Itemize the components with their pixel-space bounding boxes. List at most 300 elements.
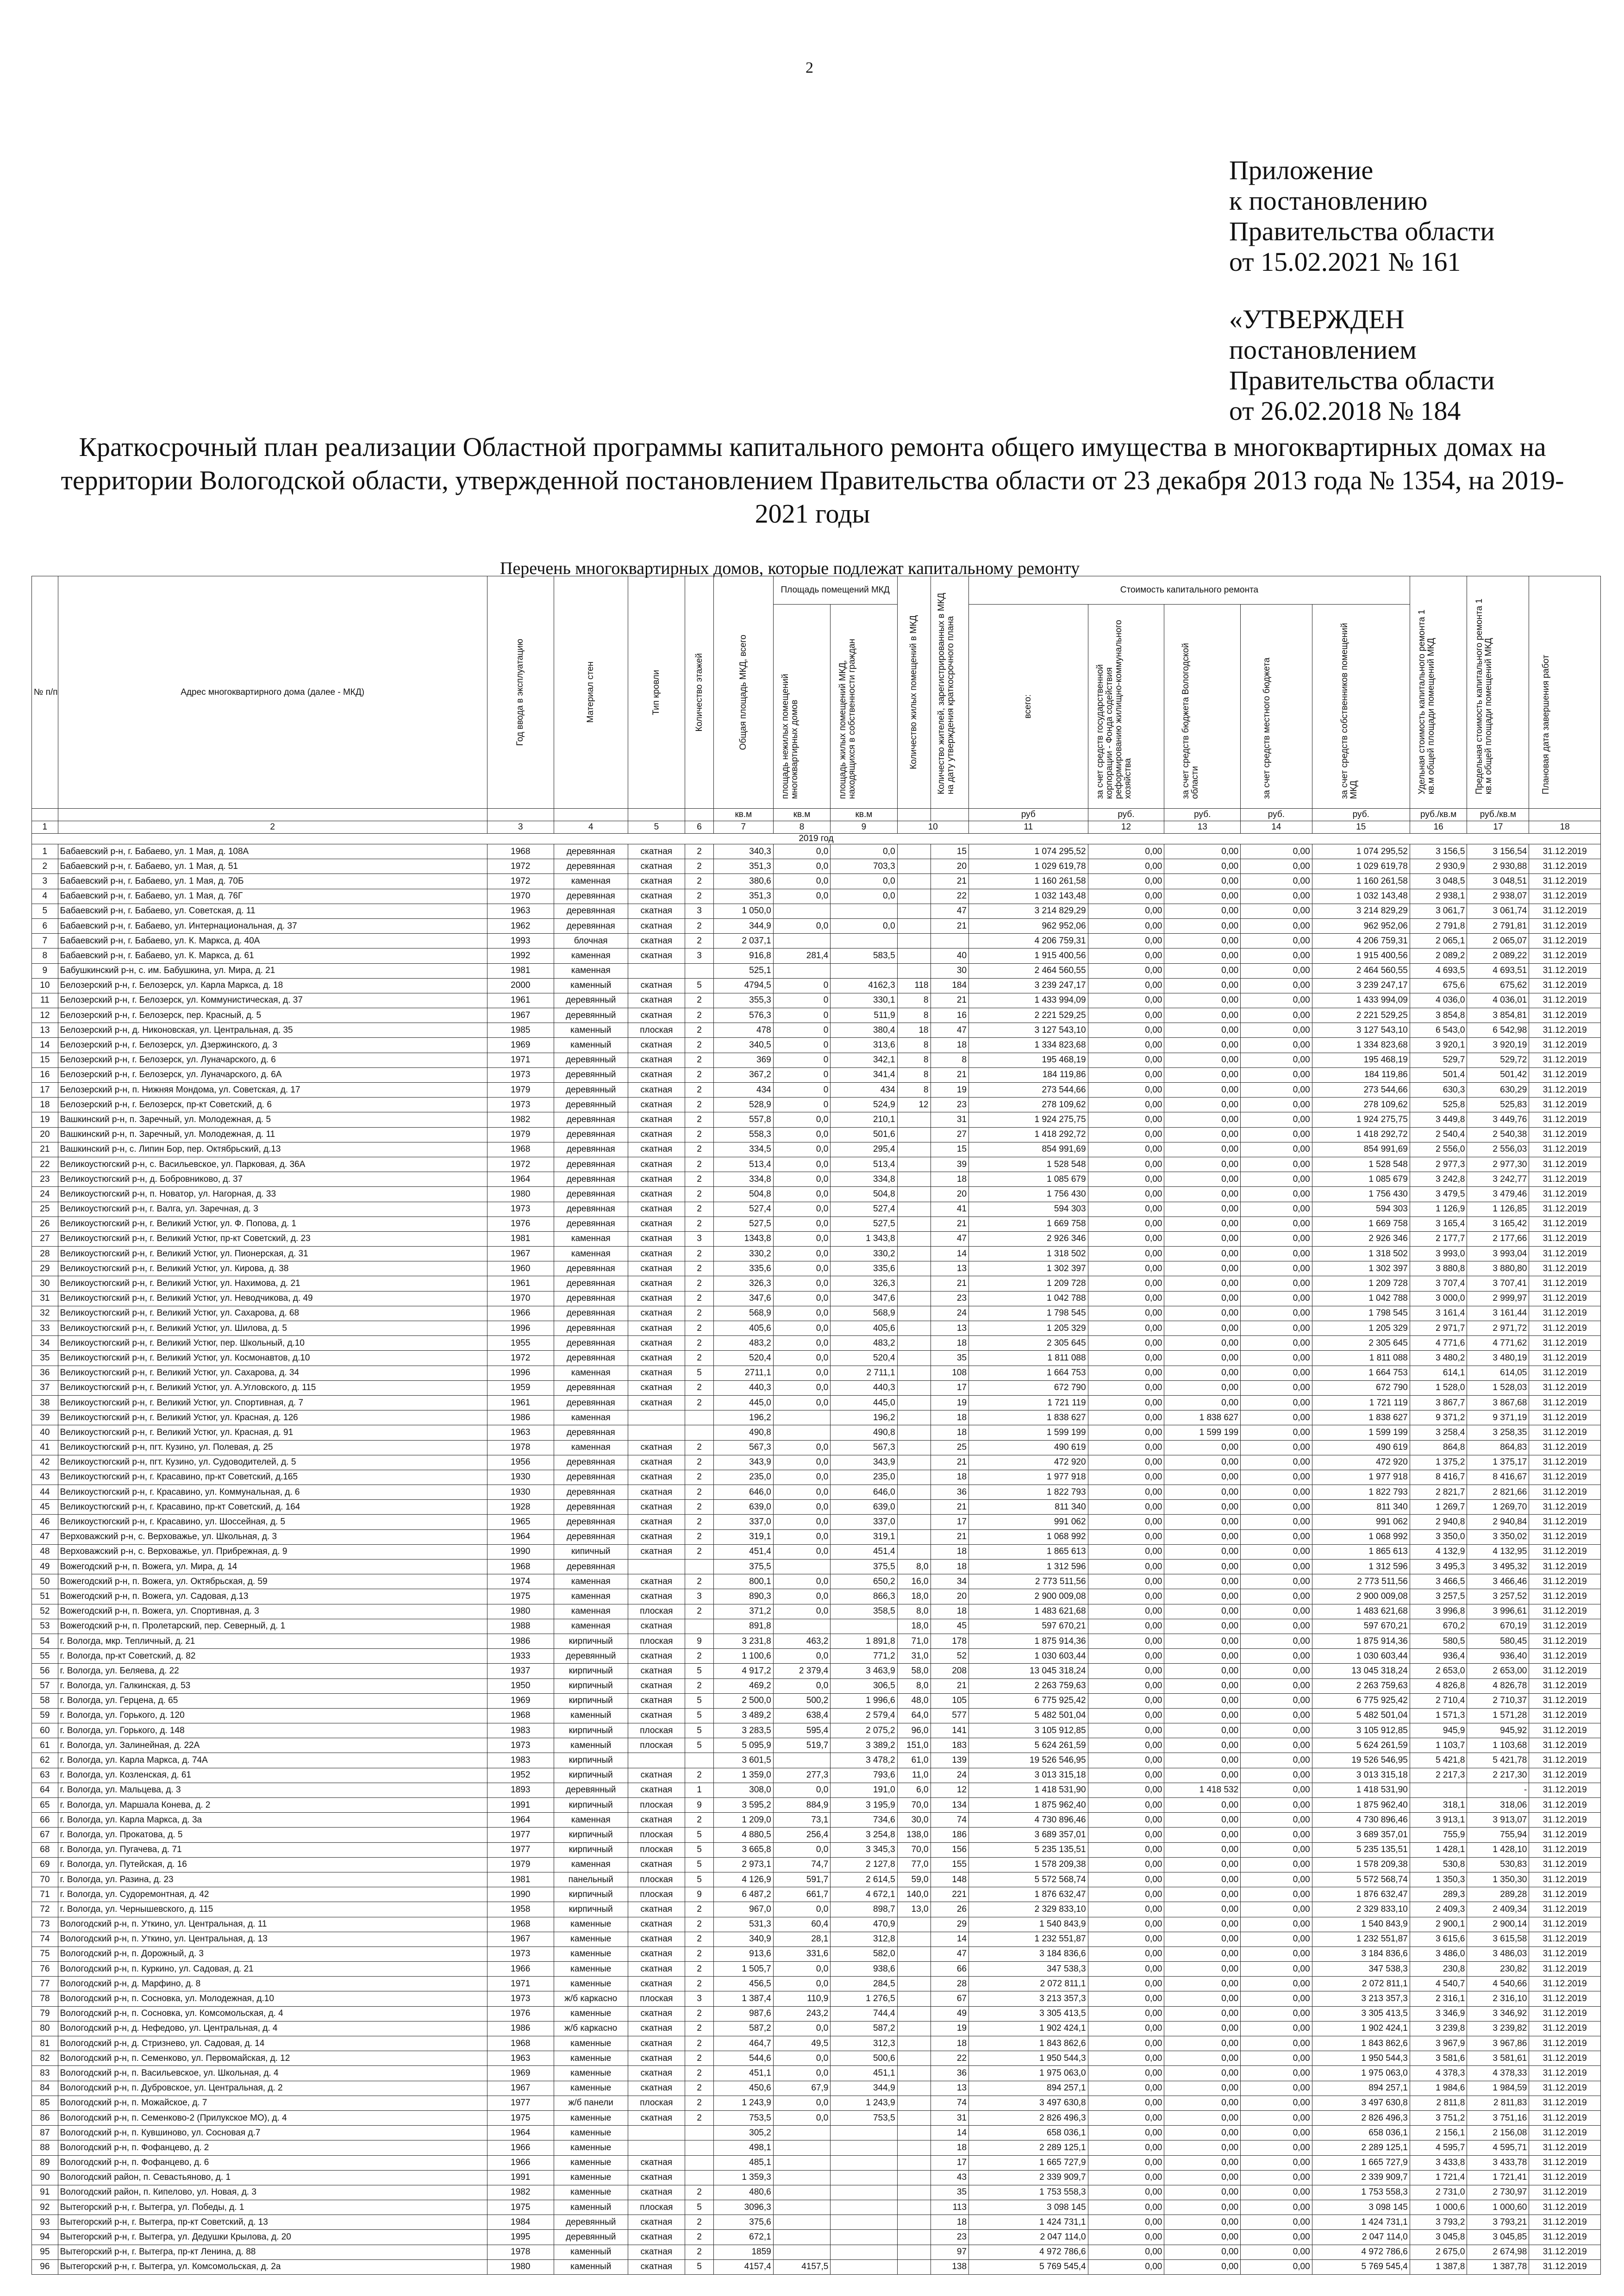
unit-cell: руб./кв.м [1467, 809, 1529, 821]
table-cell: 61,0 [897, 1753, 931, 1768]
table-cell: 53 [32, 1619, 58, 1634]
table-cell: 5 235 135,51 [969, 1842, 1088, 1857]
table-cell: 31.12.2019 [1529, 2081, 1601, 2096]
table-row [32, 1112, 1601, 1127]
table-cell: 140,0 [897, 1887, 931, 1902]
table-cell: 4 693,51 [1467, 963, 1529, 978]
table-cell: 1 000,60 [1467, 2200, 1529, 2215]
table-cell: 1967 [487, 2081, 554, 2096]
table-cell: 18 [931, 1544, 968, 1559]
table-cell: 0,00 [1241, 904, 1312, 918]
table-cell: 1 050,0 [713, 904, 773, 918]
table-cell: деревянная [554, 1306, 628, 1321]
table-cell [773, 2215, 831, 2230]
table-cell: 0,00 [1164, 1634, 1241, 1648]
table-cell: 39 [931, 1157, 968, 1172]
table-cell: 2 [685, 1336, 714, 1351]
table-row [32, 1828, 1601, 1842]
table-cell: 0,00 [1241, 1529, 1312, 1544]
table-cell: 2 305 645 [1312, 1336, 1410, 1351]
table-cell: 18 [931, 2036, 968, 2051]
table-cell: 18 [931, 1410, 968, 1425]
table-cell: 2 940,8 [1410, 1515, 1467, 1529]
table-cell: Вологодский р-н, п. Куркино, ул. Садовая, д. 21 [58, 1962, 487, 1977]
table-cell: 43 [32, 1470, 58, 1485]
table-cell: 9 371,2 [1410, 1410, 1467, 1425]
table-cell: 639,0 [831, 1500, 897, 1515]
table-cell [897, 918, 931, 933]
table-cell: 913,6 [713, 1947, 773, 1961]
table-cell: ж/б панели [554, 2096, 628, 2110]
table-cell: 5 [685, 1828, 714, 1842]
table-cell: 0,00 [1241, 1008, 1312, 1023]
table-cell: 591,7 [773, 1872, 831, 1887]
table-cell: 306,5 [831, 1678, 897, 1693]
table-cell: 79 [32, 2006, 58, 2021]
table-cell: деревянная [554, 1157, 628, 1172]
table-cell: 2 329 833,10 [969, 1902, 1088, 1917]
table-cell [897, 1500, 931, 1515]
table-cell: 3 242,8 [1410, 1172, 1467, 1187]
table-cell: 2 329 833,10 [1312, 1902, 1410, 1917]
table-cell: 3 195,9 [831, 1798, 897, 1813]
table-cell: 2 773 511,56 [969, 1574, 1088, 1589]
table-cell [773, 1753, 831, 1768]
table-cell: 0,00 [1164, 963, 1241, 978]
table-cell: 31.12.2019 [1529, 1828, 1601, 1842]
table-cell: 0,0 [773, 1380, 831, 1395]
table-cell: 630,3 [1410, 1083, 1467, 1098]
table-cell: 0,00 [1088, 1008, 1164, 1023]
table-cell: 2 263 759,63 [1312, 1678, 1410, 1693]
table-cell: 1971 [487, 1977, 554, 1991]
table-cell: 31.12.2019 [1529, 1351, 1601, 1366]
table-cell: 337,0 [713, 1515, 773, 1529]
table-cell: деревянная [554, 904, 628, 918]
table-cell: 0,00 [1164, 1753, 1241, 1768]
table-cell: 1343,8 [713, 1231, 773, 1246]
table-cell: 3 000,0 [1410, 1291, 1467, 1306]
table-cell: 3 283,5 [713, 1723, 773, 1738]
table-cell: г. Вологда, ул. Маршала Конева, д. 2 [58, 1798, 487, 1813]
table-cell: 18 [931, 2140, 968, 2155]
table-cell: г. Вологда, ул. Мальцева, д. 3 [58, 1783, 487, 1797]
table-cell: плоская [628, 1634, 685, 1648]
table-cell: 3 478,2 [831, 1753, 897, 1768]
table-cell: 472 920 [969, 1455, 1088, 1470]
table-cell: 25 [32, 1202, 58, 1217]
table-cell: 31.12.2019 [1529, 1380, 1601, 1395]
table-cell: 2 971,72 [1467, 1321, 1529, 1336]
table-cell: блочная [554, 934, 628, 948]
table-cell: 31.12.2019 [1529, 1336, 1601, 1351]
table-cell: Вашкинский р-н, с. Липин Бор, пер. Октябрьский, д.13 [58, 1142, 487, 1157]
table-cell: 639,0 [713, 1500, 773, 1515]
approval-line: Правительства области [1229, 216, 1495, 246]
table-cell: Великоустюгский р-н, п. Новатор, ул. Нагорная, д. 33 [58, 1187, 487, 1202]
table-cell: 33 [32, 1321, 58, 1336]
table-cell [897, 844, 931, 859]
table-cell: 0,00 [1088, 1634, 1164, 1648]
table-cell: 31.12.2019 [1529, 1723, 1601, 1738]
table-cell: 1 599 199 [1164, 1425, 1241, 1440]
table-cell: 45 [32, 1500, 58, 1515]
table-cell: 5 [685, 1738, 714, 1753]
table-cell: 1 540 843,9 [1312, 1917, 1410, 1932]
table-cell: 3 665,8 [713, 1842, 773, 1857]
table-cell [897, 1202, 931, 1217]
table-cell: 0,0 [773, 1127, 831, 1142]
table-cell: Вожегодский р-н, п. Пролетарский, пер. Северный, д. 1 [58, 1619, 487, 1634]
table-cell [831, 2140, 897, 2155]
table-cell: деревянная [554, 1395, 628, 1410]
table-cell: 3 346,92 [1467, 2006, 1529, 2021]
table-cell: 0,00 [1088, 1351, 1164, 1366]
document-title: Краткосрочный план реализации Областной программы капитального ремонта общего имущества в многоквартирных домах на территории Вологодской области, утвержденной постановлением Правительства области от 23 декабря 2013 года № 1354, на 2019-2021 годы [61, 432, 1564, 529]
table-cell: 0,0 [773, 1678, 831, 1693]
table-cell: 0,00 [1164, 844, 1241, 859]
table-cell: 0,00 [1164, 1857, 1241, 1872]
table-cell: 544,6 [713, 2051, 773, 2066]
table-cell: скатная [628, 1678, 685, 1693]
table-cell: 0,00 [1088, 2170, 1164, 2185]
table-cell: 0,00 [1088, 963, 1164, 978]
table-cell [897, 1127, 931, 1142]
table-cell: 1974 [487, 1574, 554, 1589]
table-cell: г. Вологда, ул. Чернышевского, д. 115 [58, 1902, 487, 1917]
table-row [32, 1544, 1601, 1559]
table-cell: 0,0 [773, 2096, 831, 2110]
table-cell: 1 669 758 [969, 1217, 1088, 1231]
table-cell: кирпичный [554, 1828, 628, 1842]
table-row [32, 1678, 1601, 1693]
table-cell: 3 105 912,85 [1312, 1723, 1410, 1738]
table-cell: 21 [931, 1678, 968, 1693]
table-cell [897, 2245, 931, 2259]
col-number: 16 [1410, 821, 1467, 834]
table-cell [897, 1425, 931, 1440]
table-cell: 1967 [487, 1008, 554, 1023]
table-cell: 56 [32, 1664, 58, 1678]
table-row [32, 1991, 1601, 2006]
unit-cell: руб. [1241, 809, 1312, 821]
table-cell: 134 [931, 1798, 968, 1813]
table-cell: 672,1 [713, 2230, 773, 2245]
table-cell: 1 578 209,38 [1312, 1857, 1410, 1872]
table-cell: 40 [32, 1425, 58, 1440]
table-cell: 2 [685, 1917, 714, 1932]
table-cell: 445,0 [831, 1395, 897, 1410]
table-cell: 3 061,74 [1467, 904, 1529, 918]
table-row [32, 1842, 1601, 1857]
table-cell: 57 [32, 1678, 58, 1693]
table-cell: 334,8 [831, 1172, 897, 1187]
table-cell: 0,00 [1241, 1321, 1312, 1336]
table-cell [897, 2140, 931, 2155]
header-cost-owners: за счет средств собственников помещений МКД [1312, 605, 1410, 809]
table-cell: 0,00 [1241, 2200, 1312, 2215]
table-cell: 0,00 [1088, 1872, 1164, 1887]
table-cell: 3 045,85 [1467, 2230, 1529, 2245]
table-cell: 2 [685, 1038, 714, 1053]
table-cell: 1 811 088 [969, 1351, 1088, 1366]
table-cell: 31.12.2019 [1529, 1053, 1601, 1067]
table-cell: 1 359,0 [713, 1768, 773, 1783]
table-cell: г. Вологда, ул. Залинейная, д. 22А [58, 1738, 487, 1753]
table-cell [897, 2081, 931, 2096]
table-cell: скатная [628, 1336, 685, 1351]
table-row [32, 1247, 1601, 1261]
table-cell: скатная [628, 1395, 685, 1410]
table-cell: 2000 [487, 978, 554, 993]
table-cell: каменные [554, 2140, 628, 2155]
table-row [32, 1574, 1601, 1589]
table-cell: 47 [931, 904, 968, 918]
table-cell: 369 [713, 1053, 773, 1067]
table-cell: Белозерский р-н, г. Белозерск, пер. Красный, д. 5 [58, 1008, 487, 1023]
table-cell: 13 045 318,24 [969, 1664, 1088, 1678]
table-cell: 3 867,68 [1467, 1395, 1529, 1410]
table-cell [773, 2170, 831, 2185]
table-cell: 1973 [487, 1947, 554, 1961]
table-cell: 2 [685, 1500, 714, 1515]
table-cell: 614,05 [1467, 1366, 1529, 1380]
table-cell: кирпичный [554, 1902, 628, 1917]
table-row [32, 1455, 1601, 1470]
table-cell: 1968 [487, 844, 554, 859]
table-cell: 1967 [487, 1932, 554, 1947]
table-cell: 0,0 [773, 1202, 831, 1217]
header-roof: Тип кровли [628, 576, 685, 809]
table-cell: 96,0 [897, 1723, 931, 1738]
table-cell: 16 [32, 1067, 58, 1082]
table-cell: 351,3 [713, 859, 773, 874]
table-cell: 0,00 [1088, 2185, 1164, 2200]
table-cell: скатная [628, 1962, 685, 1977]
table-cell: 0,0 [773, 1574, 831, 1589]
table-cell: 1969 [487, 2066, 554, 2081]
table-cell: 2 710,37 [1467, 1693, 1529, 1708]
table-cell: 1 160 261,58 [969, 874, 1088, 889]
table-cell [685, 963, 714, 978]
table-cell [773, 963, 831, 978]
table-row [32, 1276, 1601, 1291]
table-cell: 0,00 [1088, 1485, 1164, 1500]
table-cell: 0,00 [1164, 2126, 1241, 2140]
table-cell: 2 409,34 [1467, 1902, 1529, 1917]
table-cell: 6 487,2 [713, 1887, 773, 1902]
table-cell: 13 [32, 1023, 58, 1038]
table-cell: 2 [685, 1321, 714, 1336]
table-cell: 74 [32, 1932, 58, 1947]
table-cell: 2 [685, 1217, 714, 1231]
table-cell: деревянный [554, 1098, 628, 1112]
table-cell: 0,00 [1164, 1649, 1241, 1664]
table-cell [897, 2021, 931, 2036]
table-cell: 93 [32, 2215, 58, 2230]
table-cell: 21 [931, 993, 968, 1008]
table-cell: скатная [628, 1157, 685, 1172]
table-cell: 2 926 346 [1312, 1231, 1410, 1246]
table-cell: 31.12.2019 [1529, 1932, 1601, 1947]
table-cell: Великоустюгский р-н, г. Великий Устюг, ул. Шилова, д. 5 [58, 1321, 487, 1336]
table-cell: 567,3 [713, 1440, 773, 1455]
table-row [32, 1723, 1601, 1738]
table-cell: 0,00 [1088, 1455, 1164, 1470]
col-number: 15 [1312, 821, 1410, 834]
table-cell: 1975 [487, 2110, 554, 2125]
table-cell: 0,00 [1088, 1142, 1164, 1157]
table-cell: 0,00 [1088, 1470, 1164, 1485]
table-cell: 501,6 [831, 1127, 897, 1142]
table-cell: каменная [554, 1857, 628, 1872]
table-cell: плоская [628, 2096, 685, 2110]
table-cell: Вашкинский р-н, п. Заречный, ул. Молодежная, д. 11 [58, 1127, 487, 1142]
table-cell: 38 [32, 1395, 58, 1410]
table-cell: 513,4 [831, 1157, 897, 1172]
table-cell [897, 1112, 931, 1127]
table-cell: 1965 [487, 1515, 554, 1529]
table-cell: 864,83 [1467, 1440, 1529, 1455]
table-cell: 2 [685, 1261, 714, 1276]
table-cell: 1978 [487, 1440, 554, 1455]
col-number: 6 [685, 821, 714, 834]
table-cell: 3 689 357,01 [1312, 1828, 1410, 1842]
table-cell: 8 [931, 1053, 968, 1067]
table-cell: 1973 [487, 1202, 554, 1217]
table-cell: деревянный [554, 1067, 628, 1082]
table-cell [897, 1455, 931, 1470]
table-cell: 1 822 793 [1312, 1485, 1410, 1500]
table-cell: 31.12.2019 [1529, 874, 1601, 889]
table-cell: 0,00 [1241, 918, 1312, 933]
table-cell: 256,4 [773, 1828, 831, 1842]
table-cell: 2 [685, 1276, 714, 1291]
table-cell [773, 2185, 831, 2200]
table-row [32, 2230, 1601, 2245]
table-cell: 793,6 [831, 1768, 897, 1783]
table-row [32, 2096, 1601, 2110]
col-number: 4 [554, 821, 628, 834]
table-cell: 31.12.2019 [1529, 978, 1601, 993]
table-cell: 0,00 [1164, 1917, 1241, 1932]
table-cell: 108 [931, 1366, 968, 1380]
table-cell: 88 [32, 2140, 58, 2155]
table-cell: 74,7 [773, 1857, 831, 1872]
table-cell: 0,00 [1241, 1485, 1312, 1500]
table-cell: 3 996,8 [1410, 1604, 1467, 1619]
table-cell: 0,00 [1241, 1977, 1312, 1991]
table-cell: 2 065,07 [1467, 934, 1529, 948]
table-cell [831, 904, 897, 918]
table-cell: 21 [931, 874, 968, 889]
table-cell: 1 669 758 [1312, 1217, 1410, 1231]
header-residents: Количество жителей, зарегистрированных в МКД на дату утверждения краткосрочного плана [931, 576, 968, 809]
table-cell: деревянная [554, 1172, 628, 1187]
table-cell: 3 707,41 [1467, 1276, 1529, 1291]
table-cell: Вологодский район, п. Севастьяново, д. 1 [58, 2170, 487, 2185]
table-cell: 2 [685, 1574, 714, 1589]
table-cell: 1 103,7 [1410, 1738, 1467, 1753]
table-cell: Верховажский р-н, с. Верховажье, ул. Школьная, д. 3 [58, 1529, 487, 1544]
header-wall: Материал стен [554, 576, 628, 809]
table-cell: деревянная [554, 1202, 628, 1217]
table-cell: 1996 [487, 1321, 554, 1336]
table-cell: 1980 [487, 2259, 554, 2274]
table-cell: 0 [773, 1067, 831, 1082]
table-cell: 31.12.2019 [1529, 2170, 1601, 2185]
table-cell: 1 950 544,3 [969, 2051, 1088, 2066]
year-label: 2019 год [32, 834, 1601, 844]
table-cell: 24 [931, 1768, 968, 1783]
table-cell: деревянная [554, 1470, 628, 1485]
table-cell: 0,00 [1241, 963, 1312, 978]
table-cell: 19 [931, 2021, 968, 2036]
table-cell: 0,00 [1241, 1649, 1312, 1664]
table-cell: 0 [773, 1083, 831, 1098]
table-cell: 11 [32, 993, 58, 1008]
table-row [32, 1589, 1601, 1604]
table-cell: 60 [32, 1723, 58, 1738]
table-cell: 0 [773, 978, 831, 993]
table-cell: 3 258,35 [1467, 1425, 1529, 1440]
table-cell: 0,00 [1088, 1336, 1164, 1351]
table-cell: 646,0 [831, 1485, 897, 1500]
header-cost-fund: за счет средств государственной корпорации - Фонда содействия реформированию жилищно-коммунального хозяйства [1088, 605, 1164, 809]
table-cell: 1 418 531,90 [969, 1783, 1088, 1797]
table-cell: 337,0 [831, 1515, 897, 1529]
table-cell: 2 556,0 [1410, 1142, 1467, 1157]
table-cell: каменная [554, 1604, 628, 1619]
table-row [32, 1977, 1601, 1991]
table-cell: 1 359,3 [713, 2170, 773, 2185]
table-cell: 2 900 009,08 [1312, 1589, 1410, 1604]
table-cell: 2 821,7 [1410, 1485, 1467, 1500]
table-cell: 59,0 [897, 1872, 931, 1887]
table-row [32, 844, 1601, 859]
table-row [32, 2036, 1601, 2051]
table-cell: скатная [628, 1202, 685, 1217]
table-cell: 3 996,61 [1467, 1604, 1529, 1619]
table-cell: 1956 [487, 1455, 554, 1470]
table-cell: 1968 [487, 1142, 554, 1157]
table-cell: 58,0 [897, 1664, 931, 1678]
table-cell: 62 [32, 1753, 58, 1768]
table-cell: 854 991,69 [969, 1142, 1088, 1157]
table-cell: 0,00 [1088, 844, 1164, 859]
table-cell: 0,00 [1088, 1366, 1164, 1380]
table-row [32, 1306, 1601, 1321]
table-cell: 31.12.2019 [1529, 1261, 1601, 1276]
table-cell: 967,0 [713, 1902, 773, 1917]
table-cell: 1 428,10 [1467, 1842, 1529, 1857]
table-cell: 0,00 [1241, 1440, 1312, 1455]
table-cell: 3 156,54 [1467, 844, 1529, 859]
table-cell: 3 486,0 [1410, 1947, 1467, 1961]
table-cell: скатная [628, 1470, 685, 1485]
table-cell [831, 2245, 897, 2259]
table-cell: скатная [628, 948, 685, 963]
table-cell: 1976 [487, 1217, 554, 1231]
table-cell: 0,00 [1241, 2036, 1312, 2051]
table-cell: 511,9 [831, 1008, 897, 1023]
table-cell: 31.12.2019 [1529, 1157, 1601, 1172]
table-row [32, 1083, 1601, 1098]
table-cell [897, 889, 931, 904]
table-cell: 1 571,28 [1467, 1708, 1529, 1723]
table-cell: 3 854,8 [1410, 1008, 1467, 1023]
table-cell: Бабаевский р-н, г. Бабаево, ул. Советская, д. 11 [58, 904, 487, 918]
